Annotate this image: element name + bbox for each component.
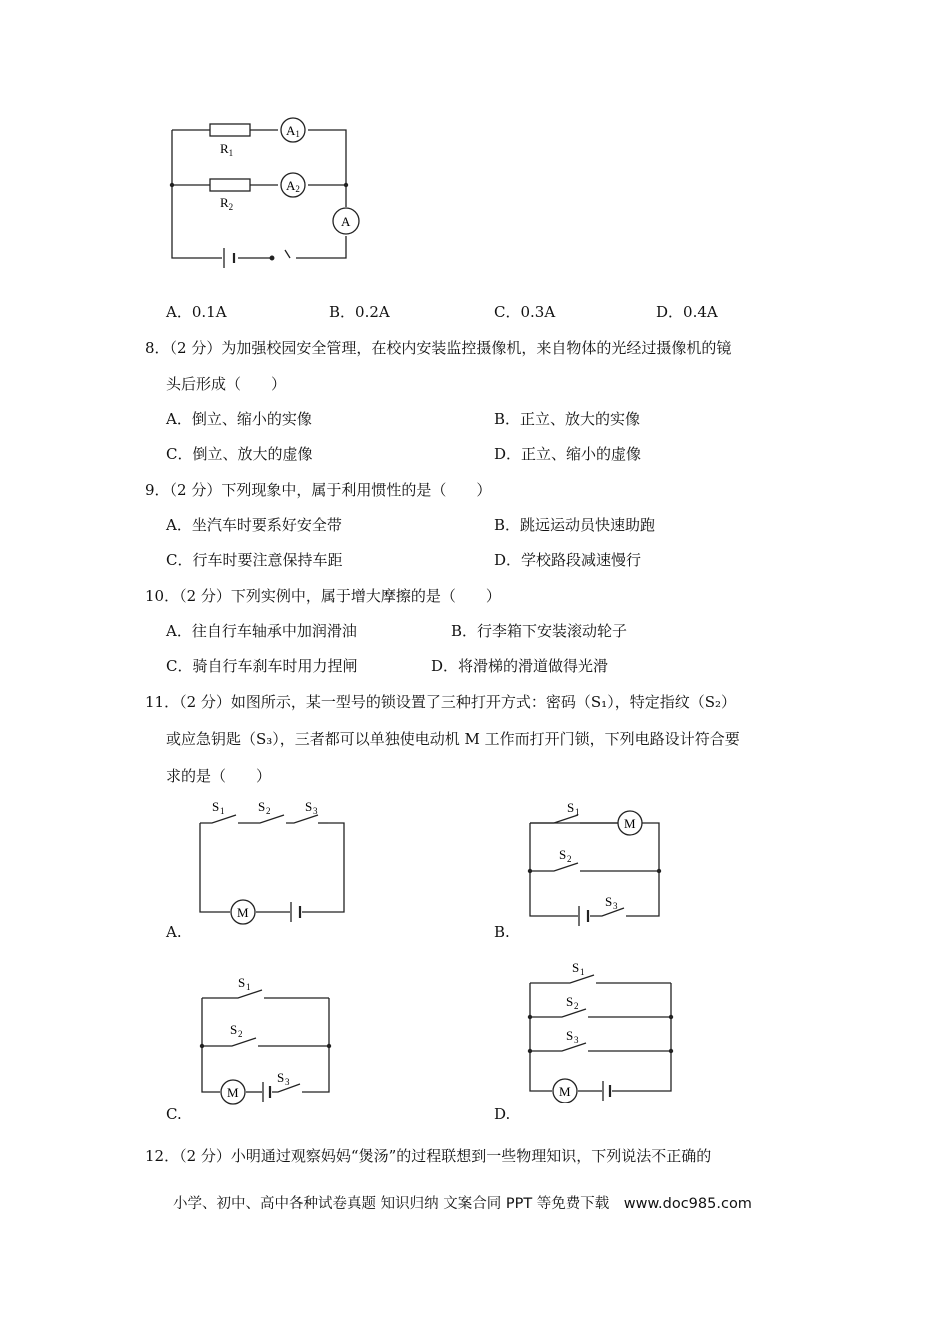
q11-option-d-label[interactable]: D. — [494, 1105, 511, 1123]
q11-option-a-label[interactable]: A. — [166, 923, 182, 941]
q11-option-c-label[interactable]: C. — [166, 1105, 182, 1123]
q7-option-a[interactable]: A．0.1A — [166, 303, 227, 321]
svg-text:1: 1 — [220, 806, 225, 816]
q11-circuit-a — [190, 795, 355, 930]
q8-option-d[interactable]: D．正立、缩小的虚像 — [494, 445, 642, 463]
svg-text:S: S — [212, 799, 220, 814]
svg-text:3: 3 — [285, 1077, 290, 1087]
q11-circuit-b — [520, 795, 670, 930]
svg-text:2: 2 — [266, 806, 271, 816]
svg-text:S: S — [238, 975, 246, 990]
svg-text:3: 3 — [574, 1035, 579, 1045]
svg-text:M: M — [559, 1084, 571, 1099]
q8-option-a[interactable]: A．倒立、缩小的实像 — [166, 410, 312, 428]
q7-circuit-diagram — [160, 110, 360, 270]
svg-text:A2: A2 — [286, 178, 300, 194]
svg-text:M: M — [227, 1085, 239, 1100]
svg-text:3: 3 — [313, 806, 318, 816]
svg-text:S: S — [572, 960, 580, 975]
q11-stem-line3: 求的是（ ） — [166, 767, 272, 785]
svg-text:S: S — [566, 994, 574, 1009]
svg-text:S: S — [559, 847, 567, 862]
q8-stem-line1: 8．（2 分）为加强校园安全管理，在校内安装监控摄像机，来自物体的光经过摄像机的镜 — [145, 339, 732, 357]
q10-option-a[interactable]: A．往自行车轴承中加润滑油 — [166, 622, 357, 640]
svg-text:S: S — [567, 800, 575, 815]
q10-option-b[interactable]: B．行李箱下安装滚动轮子 — [451, 622, 628, 640]
q11-option-b-label[interactable]: B. — [494, 923, 510, 941]
svg-text:1: 1 — [580, 967, 585, 977]
svg-text:2: 2 — [574, 1001, 579, 1011]
svg-text:M: M — [624, 816, 636, 831]
svg-text:M: M — [237, 905, 249, 920]
q7-option-c[interactable]: C．0.3A — [494, 303, 556, 321]
q9-option-b[interactable]: B．跳远运动员快速助跑 — [494, 516, 656, 534]
q9-option-c[interactable]: C．行车时要注意保持车距 — [166, 551, 343, 569]
q11-stem-line1: 11．（2 分）如图所示，某一型号的锁设置了三种打开方式：密码（S₁），特定指纹（S₂） — [145, 693, 736, 711]
q8-option-c[interactable]: C．倒立、放大的虚像 — [166, 445, 313, 463]
q7-option-b[interactable]: B．0.2A — [329, 303, 390, 321]
q7-option-d[interactable]: D．0.4A — [656, 303, 718, 321]
svg-text:S: S — [305, 799, 313, 814]
svg-text:R1: $R_1$ — [220, 141, 234, 158]
svg-text:S: S — [230, 1022, 238, 1037]
q9-stem: 9．（2 分）下列现象中，属于利用惯性的是（ ） — [145, 481, 492, 499]
q8-option-b[interactable]: B．正立、放大的实像 — [494, 410, 641, 428]
svg-text:3: 3 — [613, 901, 618, 911]
page-footer: 小学、初中、高中各种试卷真题 知识归纳 文案合同 PPT 等免费下载 www.doc985.com — [173, 1196, 752, 1212]
q11-circuit-d — [520, 958, 680, 1103]
svg-text:A: A — [341, 214, 351, 229]
svg-text:S: S — [566, 1028, 574, 1043]
svg-text:S: S — [258, 799, 266, 814]
q10-option-d[interactable]: D．将滑梯的滑道做得光滑 — [431, 657, 609, 675]
svg-text:S: S — [605, 894, 613, 909]
q11-stem-line2: 或应急钥匙（S₃），三者都可以单独使电动机 M 工作而打开门锁，下列电路设计符合要 — [166, 730, 740, 748]
q10-option-c[interactable]: C．骑自行车刹车时用力捏闸 — [166, 657, 358, 675]
q9-option-a[interactable]: A．坐汽车时要系好安全带 — [166, 516, 342, 534]
svg-text:A1: A1 — [286, 123, 300, 139]
svg-text:1: 1 — [246, 982, 251, 992]
svg-text:2: 2 — [567, 854, 572, 864]
svg-text:S: S — [277, 1070, 285, 1085]
q11-circuit-c — [190, 970, 340, 1105]
svg-text:2: 2 — [238, 1029, 243, 1039]
q9-option-d[interactable]: D．学校路段减速慢行 — [494, 551, 642, 569]
q8-stem-line2: 头后形成（ ） — [166, 375, 287, 393]
svg-text:1: 1 — [575, 807, 580, 817]
svg-text:R2: $R_2$ — [220, 195, 234, 212]
q10-stem: 10．（2 分）下列实例中，属于增大摩擦的是（ ） — [145, 587, 501, 605]
q12-stem-line1: 12．（2 分）小明通过观察妈妈“煲汤”的过程联想到一些物理知识，下列说法不正确的 — [145, 1147, 712, 1165]
